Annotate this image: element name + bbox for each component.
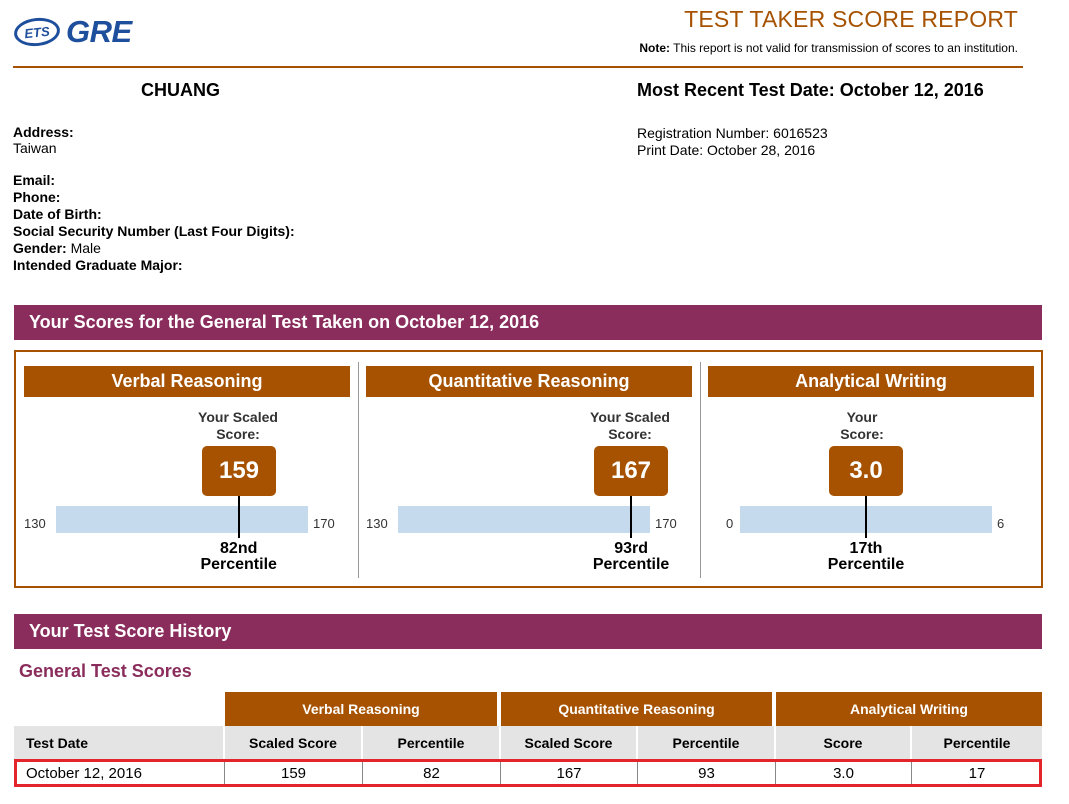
percentile-word: Percentile bbox=[827, 556, 905, 573]
scale-min-label: 0 bbox=[726, 516, 734, 531]
score-scale-bar bbox=[56, 506, 308, 533]
gender-value: Male bbox=[66, 240, 101, 256]
percentile-rank: 17th bbox=[849, 540, 883, 557]
verbal-score-panel bbox=[24, 366, 350, 584]
scaled-score-box: 167 bbox=[594, 446, 668, 496]
row-verbal-percentile: 82 bbox=[363, 760, 501, 786]
percentile-rank: 93rd bbox=[614, 540, 648, 557]
note-text: This report is not valid for transmission of scores to an institution. bbox=[670, 41, 1018, 55]
registration-number: Registration Number: 6016523 bbox=[637, 125, 828, 141]
note-label: Note: bbox=[639, 41, 671, 55]
dob-label: Date of Birth: bbox=[13, 206, 102, 222]
score-marker bbox=[630, 496, 632, 538]
gender-line bbox=[13, 240, 295, 257]
caption-line: Your bbox=[846, 409, 878, 425]
score-caption bbox=[802, 409, 922, 443]
writing-score-panel bbox=[708, 366, 1034, 584]
scale-max-label: 170 bbox=[313, 516, 335, 531]
score-scale-bar bbox=[398, 506, 650, 533]
caption-line: Score: bbox=[216, 426, 260, 442]
row-quant-percentile: 93 bbox=[638, 760, 776, 786]
candidate-name: CHUANG bbox=[141, 80, 220, 100]
panel-title: Analytical Writing bbox=[708, 366, 1034, 397]
email-label: Email: bbox=[13, 172, 56, 188]
gender-label: Gender: bbox=[13, 240, 67, 256]
report-title: TEST TAKER SCORE REPORT bbox=[684, 6, 1018, 32]
row-writing-score: 3.0 bbox=[776, 760, 912, 786]
caption-line: Score: bbox=[840, 426, 884, 442]
score-caption bbox=[570, 409, 690, 443]
col-header-quant-scaled: Scaled Score bbox=[501, 726, 638, 759]
row-writing-percentile: 17 bbox=[968, 764, 986, 782]
quant-score-panel bbox=[366, 366, 692, 584]
percentile-word: Percentile bbox=[200, 556, 277, 573]
panel-title: Verbal Reasoning bbox=[24, 366, 350, 397]
group-header-quant: Quantitative Reasoning bbox=[501, 692, 774, 726]
scores-box bbox=[14, 350, 1043, 588]
panel-divider bbox=[700, 362, 701, 578]
col-header-quant-percentile: Percentile bbox=[638, 726, 776, 759]
scores-section-title: Your Scores for the General Test Taken on October 12, 2016 bbox=[14, 305, 1042, 340]
panel-divider bbox=[358, 362, 359, 578]
score-caption bbox=[178, 409, 298, 443]
gre-wordmark: GRE bbox=[66, 14, 132, 49]
caption-line: Your Scaled bbox=[590, 409, 670, 425]
group-header-writing: Analytical Writing bbox=[776, 692, 1042, 726]
percentile-label bbox=[571, 541, 691, 573]
history-section-title: Your Test Score History bbox=[14, 614, 1042, 649]
scale-min-label: 130 bbox=[366, 516, 388, 531]
contact-block bbox=[13, 172, 295, 274]
scaled-score-box: 159 bbox=[202, 446, 276, 496]
scale-max-label: 170 bbox=[655, 516, 677, 531]
score-marker bbox=[238, 496, 240, 538]
col-header-verbal-percentile: Percentile bbox=[363, 726, 501, 759]
most-recent-test-date: Most Recent Test Date: October 12, 2016 bbox=[637, 80, 984, 100]
header-divider bbox=[13, 66, 1023, 68]
row-highlight-outline bbox=[14, 759, 1042, 787]
scale-max-label: 6 bbox=[997, 516, 1005, 531]
address-block bbox=[13, 124, 74, 156]
group-header-verbal: Verbal Reasoning bbox=[225, 692, 499, 726]
col-header-test-date: Test Date bbox=[14, 726, 225, 759]
row-quant-scaled: 167 bbox=[501, 760, 638, 786]
panel-title: Quantitative Reasoning bbox=[366, 366, 692, 397]
col-header-writing-percentile: Percentile bbox=[912, 726, 1042, 759]
print-date: Print Date: October 28, 2016 bbox=[637, 142, 816, 158]
scale-min-label: 130 bbox=[24, 516, 46, 531]
address-value: Taiwan bbox=[13, 140, 57, 156]
scaled-score-box: 3.0 bbox=[829, 446, 903, 496]
general-test-scores-title: General Test Scores bbox=[19, 661, 192, 681]
score-marker bbox=[865, 496, 867, 538]
ets-gre-logo bbox=[14, 14, 132, 50]
col-header-verbal-scaled: Scaled Score bbox=[225, 726, 363, 759]
registration-block bbox=[637, 125, 828, 159]
percentile-label bbox=[806, 541, 926, 573]
percentile-word: Percentile bbox=[592, 556, 670, 573]
major-label: Intended Graduate Major: bbox=[13, 257, 183, 273]
row-test-date: October 12, 2016 bbox=[14, 760, 225, 786]
percentile-label bbox=[179, 541, 299, 573]
ets-logo-mark: ETS bbox=[13, 16, 62, 49]
percentile-rank: 82nd bbox=[220, 540, 258, 557]
phone-label: Phone: bbox=[13, 189, 61, 205]
address-label: Address: bbox=[13, 124, 74, 140]
report-note bbox=[639, 41, 1018, 55]
caption-line: Your Scaled bbox=[198, 409, 278, 425]
col-header-writing-score: Score bbox=[776, 726, 912, 759]
caption-line: Score: bbox=[608, 426, 652, 442]
ssn-label: Social Security Number (Last Four Digits): bbox=[13, 223, 295, 239]
row-verbal-scaled: 159 bbox=[225, 760, 363, 786]
